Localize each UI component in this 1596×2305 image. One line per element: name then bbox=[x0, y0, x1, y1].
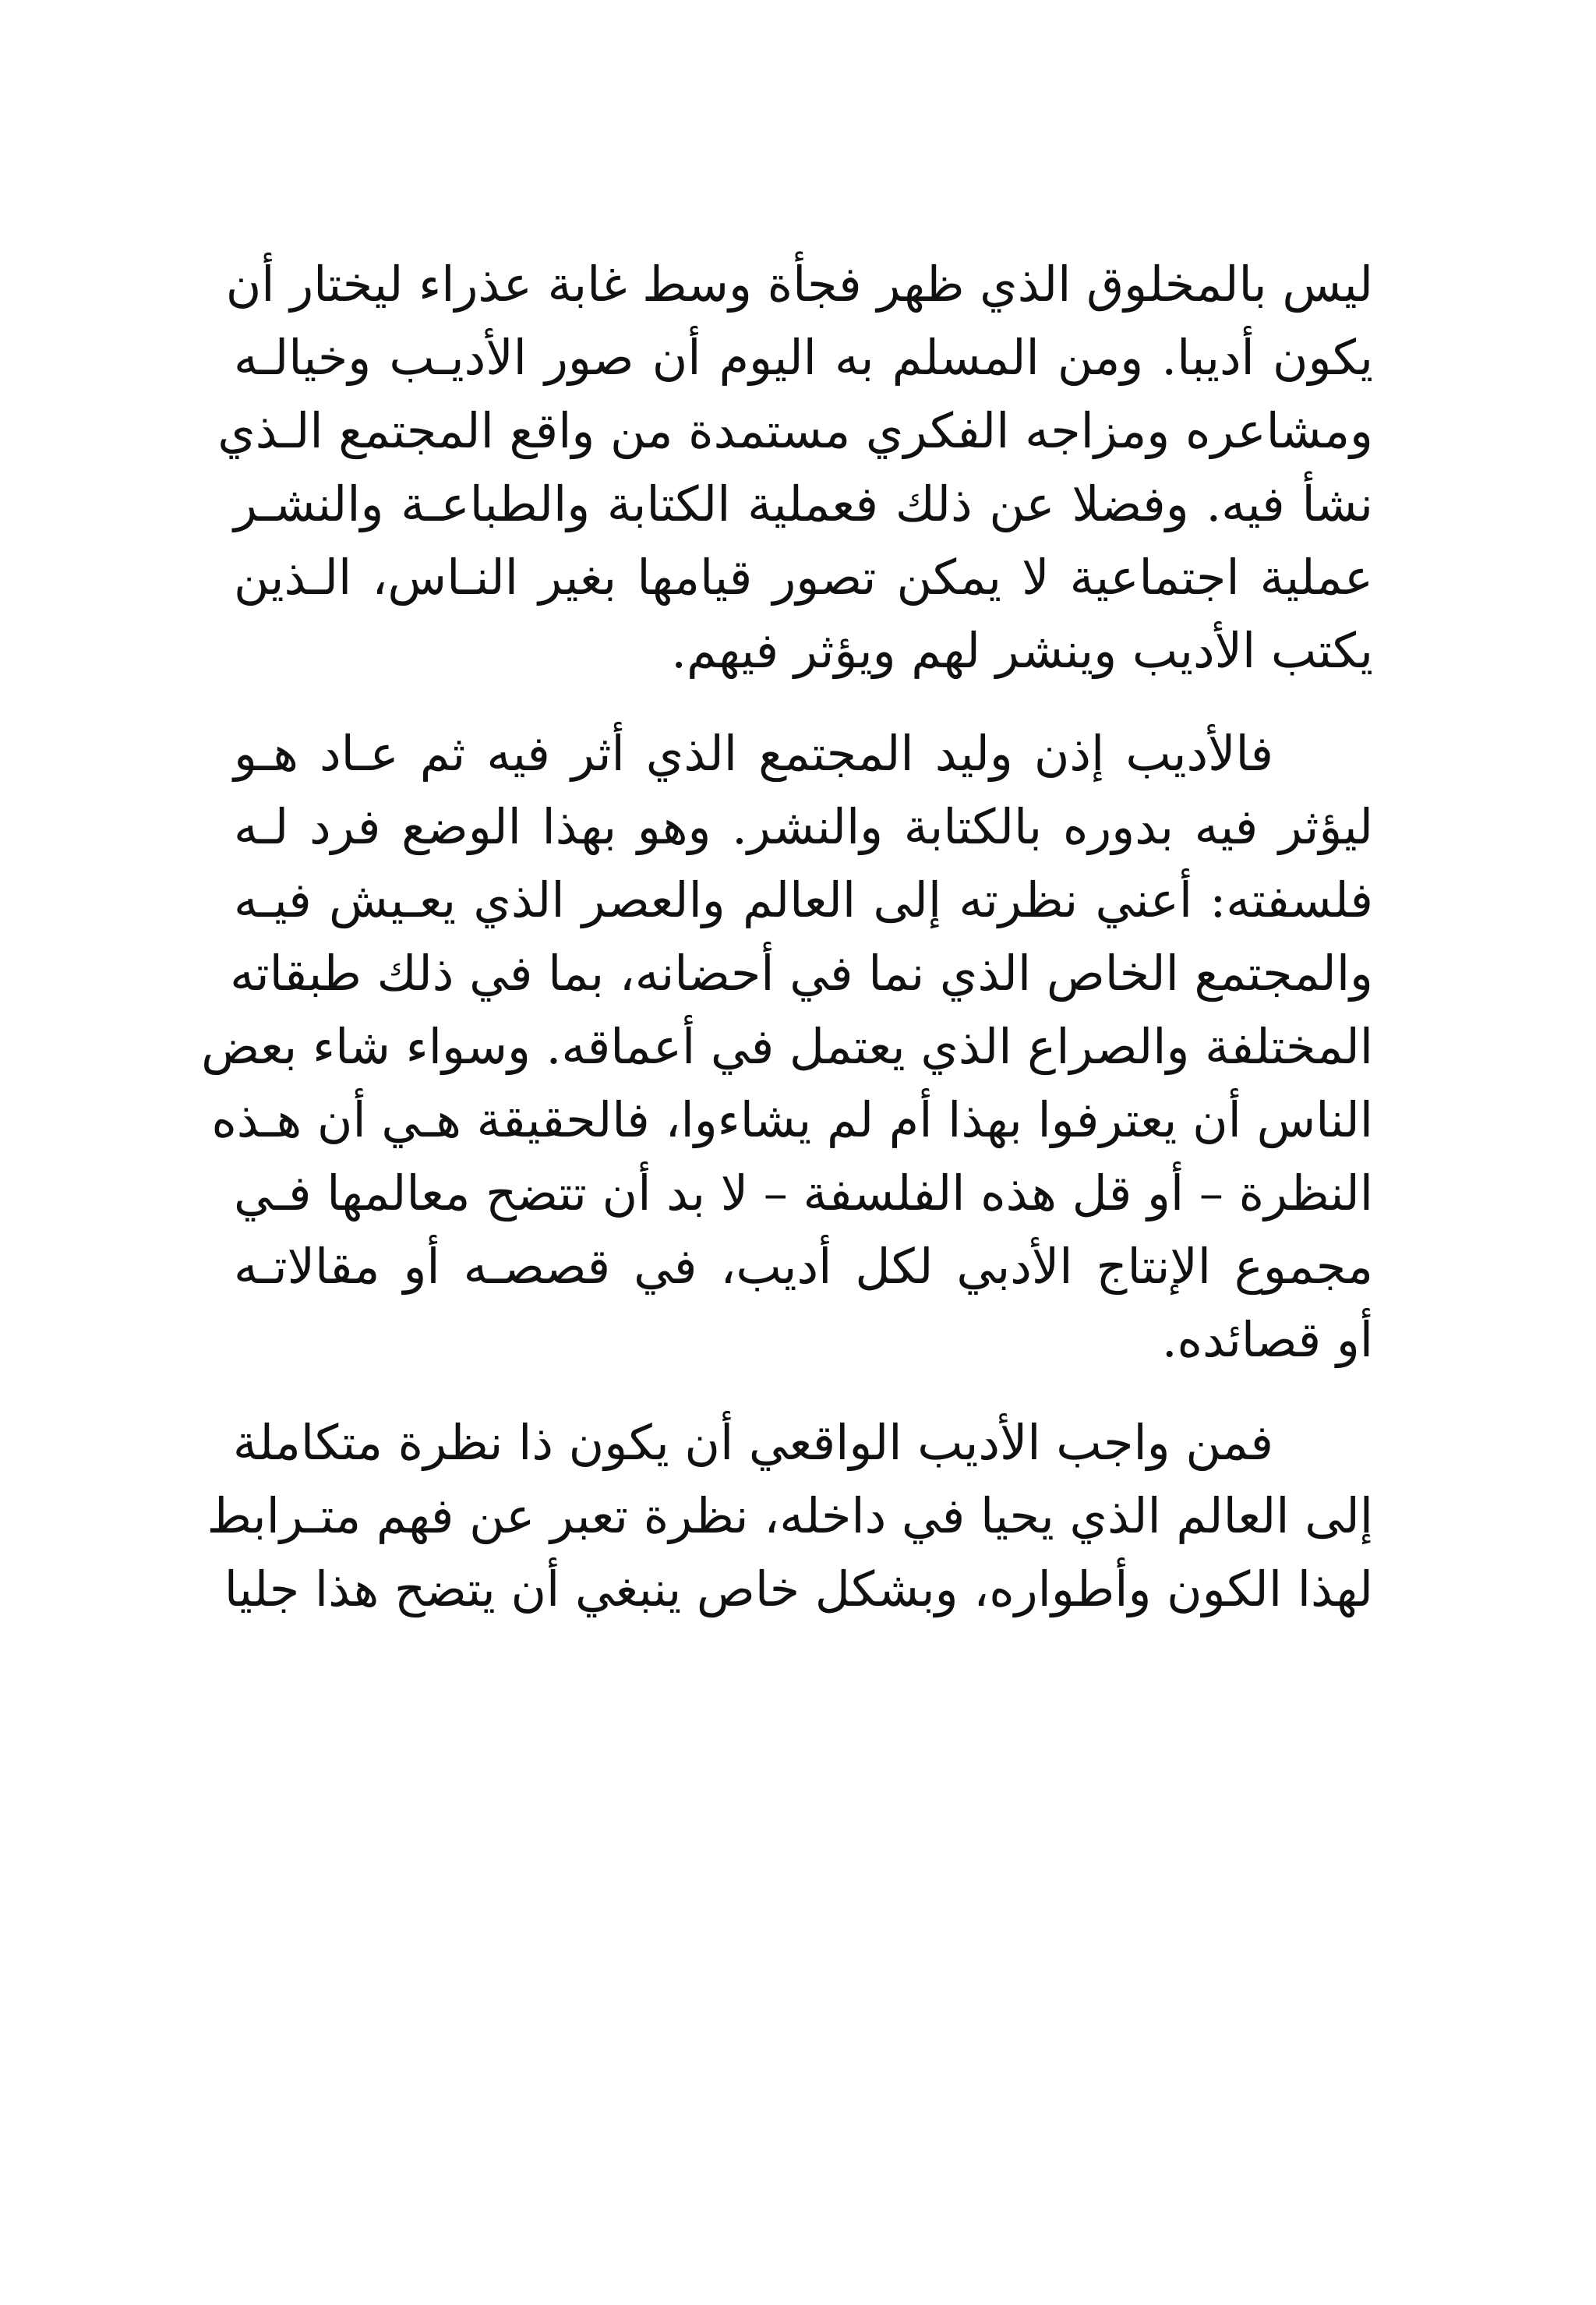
paragraph-2 bbox=[201, 717, 1373, 1377]
text-line: يكتب الأديب وينشر لهم ويؤثر فيهم. bbox=[671, 622, 1373, 679]
text-line: عملية اجتماعية لا يمكن تصور قيامها بغير النـاس، الـذين bbox=[234, 549, 1373, 606]
text-line: لهذا الكون وأطواره، وبشكل خاص ينبغي أن يتضح هذا جليا bbox=[224, 1561, 1373, 1617]
text-line: ليؤثر فيه بدوره بالكتابة والنشر. وهو بهذا الوضع فرد لـه bbox=[234, 798, 1373, 855]
text-line: المختلفة والصراع الذي يعتمل في أعماقه. وسواء شاء بعض bbox=[201, 1018, 1373, 1075]
paragraph-3 bbox=[207, 1406, 1373, 1626]
text-line: نشأ فيه. وفضلا عن ذلك فعملية الكتابة والطباعـة والنشـر bbox=[234, 475, 1373, 532]
text-line: فلسفته: أعني نظرته إلى العالم والعصر الذي يعـيش فيـه bbox=[234, 871, 1373, 928]
paragraph-spacer bbox=[234, 1377, 1373, 1406]
text-line: أو قصائده. bbox=[1161, 1311, 1373, 1368]
body-text bbox=[201, 248, 1373, 1626]
text-line: إلى العالم الذي يحيا في داخله، نظرة تعبر عن فهم متـرابط bbox=[207, 1487, 1373, 1544]
text-line: يكون أديبا. ومن المسلم به اليوم أن صور الأديـب وخيالـه bbox=[234, 329, 1373, 386]
text-line: ومشاعره ومزاجه الفكري مستمدة من واقع المجتمع الـذي bbox=[217, 402, 1373, 459]
paragraph-spacer bbox=[234, 688, 1373, 717]
text-line: والمجتمع الخاص الذي نما في أحضانه، بما في ذلك طبقاته bbox=[230, 945, 1373, 1002]
text-line: فمن واجب الأديب الواقعي أن يكون ذا نظرة متكاملة bbox=[232, 1414, 1273, 1471]
text-line: ليس بالمخلوق الذي ظهر فجأة وسط غابة عذراء ليختار أن bbox=[225, 256, 1373, 313]
text-line: الناس أن يعترفوا بهذا أم لم يشاءوا، فالحقيقة هـي أن هـذه bbox=[211, 1091, 1373, 1148]
text-line: النظرة – أو قل هذه الفلسفة – لا بد أن تتضح معالمها فـي bbox=[234, 1165, 1373, 1221]
text-line: فالأديب إذن وليد المجتمع الذي أثر فيه ثم عـاد هـو bbox=[234, 725, 1273, 782]
paragraph-1 bbox=[217, 248, 1373, 688]
text-line: مجموع الإنتاج الأدبي لكل أديب، في قصصـه أو مقالاتـه bbox=[234, 1238, 1373, 1295]
